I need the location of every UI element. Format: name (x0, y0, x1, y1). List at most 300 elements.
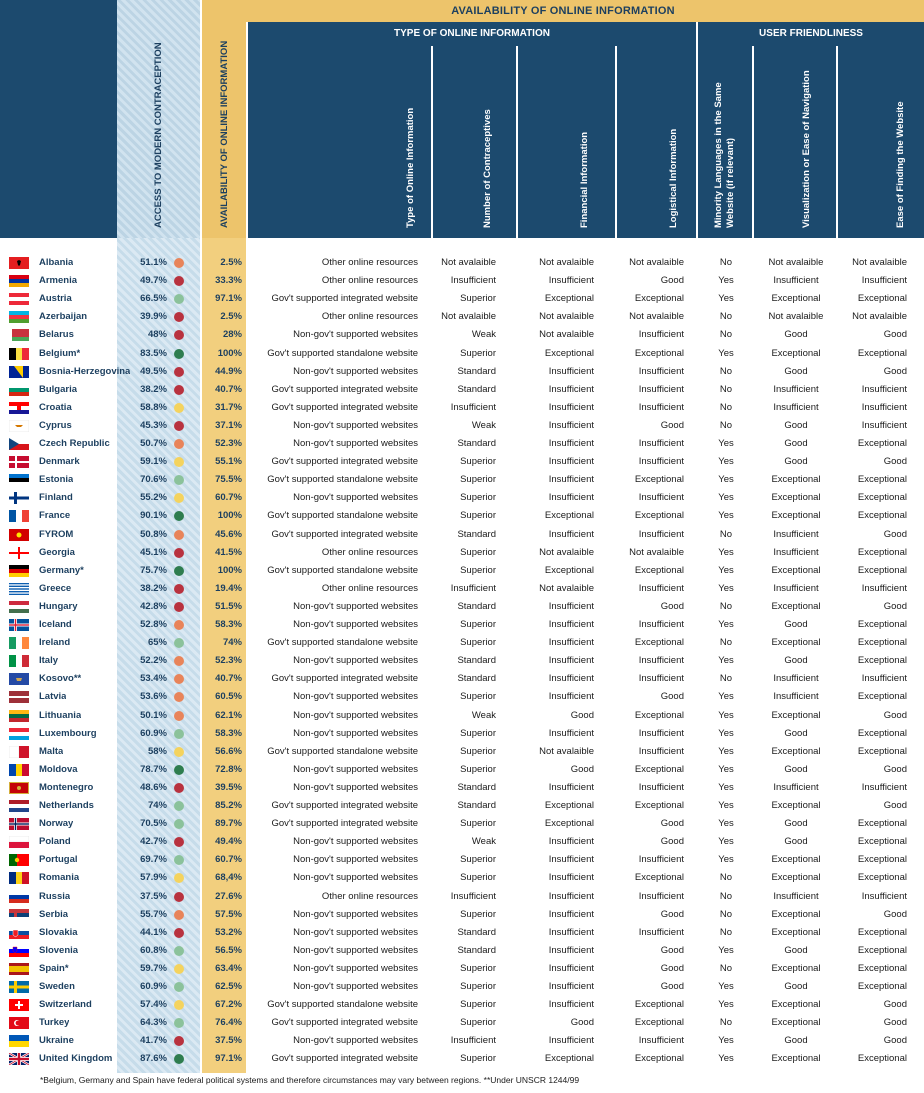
country-name: Armenia (39, 275, 78, 287)
visualization-cell: Exceptional (771, 962, 821, 974)
logistical-info-cell: Insufficient (638, 655, 684, 667)
minority-languages-cell: No (719, 528, 733, 540)
type-of-info-cell: Gov't supported standalone website (267, 510, 418, 522)
logistical-info-cell: Exceptional (634, 1053, 684, 1065)
num-contraceptives-cell: Superior (460, 347, 496, 359)
num-contraceptives-cell: Superior (460, 637, 496, 649)
minority-languages-cell: Yes (718, 492, 734, 504)
logistical-info-cell: Exceptional (634, 347, 684, 359)
col-ease-header (838, 46, 924, 238)
financial-info-cell: Insufficient (548, 401, 594, 413)
visualization-cell: Good (784, 818, 808, 830)
type-of-info-cell: Non-gov't supported websites (293, 781, 418, 793)
col-num-header (433, 46, 516, 238)
gr-flag-icon (9, 583, 29, 595)
header-band-title: AVAILABILITY OF ONLINE INFORMATION (451, 5, 675, 17)
access-value: 42.7% (140, 836, 167, 848)
access-rating-dot (174, 982, 184, 992)
access-value: 50.1% (140, 709, 167, 721)
logistical-info-cell: Not avalaible (629, 257, 684, 268)
country-name: Serbia (39, 908, 69, 920)
num-contraceptives-cell: Superior (460, 456, 496, 468)
visualization-cell: Good (784, 365, 808, 377)
table-row (0, 888, 924, 906)
ease-of-finding-cell: Exceptional (857, 293, 907, 305)
availability-value: 72.8% (215, 763, 242, 775)
md-flag-icon (9, 764, 29, 776)
logistical-info-cell: Good (660, 818, 684, 830)
type-of-info-cell: Gov't supported standalone website (267, 474, 418, 486)
country-name: Spain* (39, 962, 69, 974)
ease-of-finding-cell: Insufficient (861, 582, 907, 594)
table-row (0, 489, 924, 507)
sk-flag-icon (9, 927, 29, 939)
access-rating-dot (174, 566, 184, 576)
minority-languages-cell: No (719, 365, 733, 377)
type-of-info-cell: Non-gov't supported websites (293, 962, 418, 974)
col-type-label: Type of Online Information (405, 107, 416, 228)
ease-of-finding-cell: Good (883, 800, 907, 811)
type-of-info-cell: Other online resources (321, 311, 418, 323)
minority-languages-cell: Yes (718, 564, 734, 576)
availability-value: 27.6% (215, 890, 242, 902)
country-name: Germany* (39, 564, 84, 576)
access-value: 87.6% (140, 1053, 167, 1065)
is-flag-icon (9, 619, 29, 631)
access-value: 57.4% (140, 999, 167, 1011)
table-row (0, 272, 924, 290)
availability-value: 19.4% (215, 582, 242, 594)
type-of-info-cell: Other online resources (321, 890, 418, 902)
table-row (0, 580, 924, 598)
logistical-info-cell: Exceptional (634, 1017, 684, 1029)
logistical-info-cell: Insufficient (638, 582, 684, 594)
table-row (0, 453, 924, 471)
country-name: Netherlands (39, 800, 94, 811)
minority-languages-cell: No (719, 401, 733, 413)
access-value: 74% (147, 800, 167, 811)
table-row (0, 562, 924, 580)
type-of-info-cell: Gov't supported integrated website (271, 456, 418, 468)
ease-of-finding-cell: Good (883, 600, 907, 612)
country-name: Slovenia (39, 944, 79, 956)
visualization-cell: Exceptional (771, 709, 821, 721)
num-contraceptives-cell: Standard (457, 926, 496, 938)
gb-flag-icon (9, 1053, 29, 1065)
type-of-info-cell: Non-gov't supported websites (293, 329, 418, 341)
num-contraceptives-cell: Weak (471, 419, 496, 431)
hu-flag-icon (9, 601, 29, 613)
access-rating-dot (174, 819, 184, 829)
availability-value: 58.3% (215, 619, 242, 630)
access-value: 44.1% (140, 926, 167, 938)
ease-of-finding-cell: Insufficient (861, 275, 907, 287)
pt-flag-icon (9, 854, 29, 866)
minority-languages-cell: Yes (718, 781, 734, 793)
col-min-label-1: Minority Languages in the Same (713, 82, 724, 228)
logistical-info-cell: Exceptional (634, 800, 684, 811)
table-row (0, 526, 924, 544)
type-of-info-cell: Gov't supported integrated website (271, 293, 418, 305)
table-row (0, 869, 924, 887)
logistical-info-cell: Insufficient (638, 619, 684, 630)
visualization-cell: Exceptional (771, 474, 821, 486)
type-of-info-cell: Gov't supported integrated website (271, 401, 418, 413)
num-contraceptives-cell: Superior (460, 474, 496, 486)
table-row (0, 616, 924, 634)
si-flag-icon (9, 945, 29, 957)
num-contraceptives-cell: Superior (460, 619, 496, 630)
country-name: Italy (39, 655, 59, 667)
table-row (0, 435, 924, 453)
financial-info-cell: Good (570, 1017, 594, 1029)
access-value: 41.7% (140, 1035, 167, 1047)
availability-value: 60.5% (215, 691, 242, 703)
num-contraceptives-cell: Insufficient (450, 890, 496, 902)
financial-info-cell: Insufficient (548, 854, 594, 866)
minority-languages-cell: Yes (718, 275, 734, 287)
access-value: 45.1% (140, 546, 167, 558)
country-name: Portugal (39, 854, 78, 866)
type-of-info-cell: Non-gov't supported websites (293, 944, 418, 956)
table-row (0, 942, 924, 960)
country-name: Ireland (39, 637, 71, 649)
country-name: Latvia (39, 691, 67, 703)
visualization-cell: Insufficient (773, 673, 819, 685)
financial-info-cell: Insufficient (548, 691, 594, 703)
table-row (0, 507, 924, 525)
country-name: Turkey (39, 1017, 70, 1029)
type-of-info-cell: Other online resources (321, 275, 418, 287)
visualization-cell: Exceptional (771, 800, 821, 811)
lv-flag-icon (9, 691, 29, 703)
access-value: 59.7% (140, 962, 167, 974)
logistical-info-cell: Insufficient (638, 438, 684, 449)
table-row (0, 779, 924, 797)
country-name: Luxembourg (39, 727, 97, 739)
logistical-info-cell: Insufficient (638, 492, 684, 504)
minority-languages-cell: Yes (718, 800, 734, 811)
country-name: Moldova (39, 763, 78, 775)
availability-value: 57.5% (215, 908, 242, 920)
financial-info-cell: Insufficient (548, 1035, 594, 1047)
table-row (0, 670, 924, 688)
it-flag-icon (9, 655, 29, 667)
ease-of-finding-cell: Exceptional (857, 492, 907, 504)
access-value: 45.3% (140, 419, 167, 431)
table-row (0, 471, 924, 489)
country-name: Belarus (39, 329, 74, 341)
financial-info-cell: Not avalaible (539, 257, 594, 268)
logistical-info-cell: Exceptional (634, 709, 684, 721)
table-row (0, 290, 924, 308)
availability-value: 55.1% (215, 456, 242, 468)
num-contraceptives-cell: Not avalaible (441, 311, 496, 323)
financial-info-cell: Insufficient (548, 981, 594, 992)
num-contraceptives-cell: Superior (460, 872, 496, 884)
financial-info-cell: Exceptional (544, 510, 594, 522)
logistical-info-cell: Insufficient (638, 401, 684, 413)
table-row (0, 851, 924, 869)
country-name: Croatia (39, 401, 72, 413)
minority-languages-cell: Yes (718, 727, 734, 739)
logistical-info-cell: Exceptional (634, 872, 684, 884)
nl-flag-icon (9, 800, 29, 812)
by-flag-icon (9, 329, 29, 341)
ease-of-finding-cell: Exceptional (857, 655, 907, 667)
availability-value: 97.1% (215, 1053, 242, 1065)
financial-info-cell: Good (570, 763, 594, 775)
availability-value: 100% (217, 510, 242, 522)
country-name: Bulgaria (39, 383, 78, 395)
header-access-label: ACCESS TO MODERN CONTRACEPTION (153, 42, 164, 228)
type-of-info-cell: Other online resources (321, 582, 418, 594)
col-fin-header (518, 46, 615, 238)
financial-info-cell: Insufficient (548, 474, 594, 486)
access-value: 50.7% (140, 438, 167, 449)
ease-of-finding-cell: Exceptional (857, 836, 907, 848)
num-contraceptives-cell: Weak (471, 329, 496, 341)
access-value: 49.7% (140, 275, 167, 287)
mt-flag-icon (9, 746, 29, 758)
rs-flag-icon (9, 909, 29, 921)
group-type-header: TYPE OF ONLINE INFORMATION (248, 22, 696, 46)
country-name: Austria (39, 293, 72, 305)
num-contraceptives-cell: Superior (460, 1053, 496, 1065)
access-rating-dot (174, 511, 184, 521)
num-contraceptives-cell: Superior (460, 691, 496, 703)
type-of-info-cell: Non-gov't supported websites (293, 655, 418, 667)
access-value: 75.7% (140, 564, 167, 576)
footnote: *Belgium, Germany and Spain have federal political systems and therefore circumstances may vary between regions. **Under UNSCR 1244/99 (40, 1075, 580, 1085)
group-user-header: USER FRIENDLINESS (698, 22, 924, 46)
availability-value: 76.4% (215, 1017, 242, 1029)
am-flag-icon (9, 275, 29, 287)
visualization-cell: Good (784, 981, 808, 992)
ease-of-finding-cell: Good (883, 365, 907, 377)
minority-languages-cell: No (719, 637, 733, 649)
minority-languages-cell: No (719, 673, 733, 685)
access-rating-dot (174, 892, 184, 902)
visualization-cell: Good (784, 1035, 808, 1047)
availability-value: 62.1% (215, 709, 242, 721)
availability-value: 100% (217, 564, 242, 576)
logistical-info-cell: Insufficient (638, 528, 684, 540)
availability-value: 58.3% (215, 727, 242, 739)
availability-value: 63.4% (215, 962, 242, 974)
country-name: Greece (39, 582, 72, 594)
logistical-info-cell: Good (660, 275, 684, 287)
table-row (0, 833, 924, 851)
ease-of-finding-cell: Exceptional (857, 818, 907, 830)
num-contraceptives-cell: Weak (471, 836, 496, 848)
availability-value: 89.7% (215, 818, 242, 830)
num-contraceptives-cell: Standard (457, 528, 496, 540)
header-country-block (0, 0, 117, 238)
country-name: Norway (39, 818, 74, 830)
xk-flag-icon (9, 673, 29, 685)
table-row (0, 345, 924, 363)
financial-info-cell: Not avalaible (539, 745, 594, 757)
type-of-info-cell: Gov't supported integrated website (271, 1053, 418, 1065)
ease-of-finding-cell: Insufficient (861, 401, 907, 413)
minority-languages-cell: Yes (718, 709, 734, 721)
col-num-label: Number of Contraceptives (482, 109, 493, 228)
minority-languages-cell: Yes (718, 546, 734, 558)
visualization-cell: Good (784, 419, 808, 431)
visualization-cell: Exceptional (771, 564, 821, 576)
num-contraceptives-cell: Standard (457, 800, 496, 811)
access-value: 57.9% (140, 872, 167, 884)
access-rating-dot (174, 584, 184, 594)
type-of-info-cell: Gov't supported integrated website (271, 1017, 418, 1029)
logistical-info-cell: Not avalaible (629, 546, 684, 558)
type-of-info-cell: Non-gov't supported websites (293, 908, 418, 920)
num-contraceptives-cell: Superior (460, 546, 496, 558)
country-name: Montenegro (39, 781, 94, 793)
table-row (0, 634, 924, 652)
col-min-header (698, 46, 752, 238)
logistical-info-cell: Good (660, 419, 684, 431)
country-name: Sweden (39, 981, 75, 992)
ease-of-finding-cell: Exceptional (857, 564, 907, 576)
num-contraceptives-cell: Standard (457, 383, 496, 395)
minority-languages-cell: Yes (718, 456, 734, 468)
country-name: Switzerland (39, 999, 92, 1011)
availability-value: 56.6% (215, 745, 242, 757)
ease-of-finding-cell: Exceptional (857, 944, 907, 956)
visualization-cell: Exceptional (771, 510, 821, 522)
access-rating-dot (174, 548, 184, 558)
ease-of-finding-cell: Good (883, 1017, 907, 1029)
visualization-cell: Insufficient (773, 275, 819, 287)
minority-languages-cell: No (719, 872, 733, 884)
de-flag-icon (9, 565, 29, 577)
financial-info-cell: Insufficient (548, 926, 594, 938)
num-contraceptives-cell: Superior (460, 962, 496, 974)
availability-value: 60.7% (215, 854, 242, 866)
minority-languages-cell: Yes (718, 1053, 734, 1065)
visualization-cell: Exceptional (771, 600, 821, 612)
visualization-cell: Insufficient (773, 528, 819, 540)
ease-of-finding-cell: Exceptional (857, 438, 907, 449)
type-of-info-cell: Non-gov't supported websites (293, 438, 418, 449)
access-rating-dot (174, 367, 184, 377)
num-contraceptives-cell: Standard (457, 365, 496, 377)
visualization-cell: Exceptional (771, 745, 821, 757)
access-rating-dot (174, 656, 184, 666)
access-rating-dot (174, 330, 184, 340)
access-value: 69.7% (140, 854, 167, 866)
logistical-info-cell: Insufficient (638, 890, 684, 902)
access-rating-dot (174, 910, 184, 920)
country-name: Albania (39, 257, 74, 268)
fr-flag-icon (9, 510, 29, 522)
num-contraceptives-cell: Insufficient (450, 275, 496, 287)
table-row (0, 960, 924, 978)
ease-of-finding-cell: Insufficient (861, 890, 907, 902)
ease-of-finding-cell: Exceptional (857, 962, 907, 974)
access-value: 55.7% (140, 908, 167, 920)
tr-flag-icon (9, 1017, 29, 1029)
access-value: 70.5% (140, 818, 167, 830)
type-of-info-cell: Non-gov't supported websites (293, 492, 418, 504)
table-row (0, 363, 924, 381)
access-value: 60.9% (140, 981, 167, 992)
ro-flag-icon (9, 872, 29, 884)
minority-languages-cell: No (719, 329, 733, 341)
access-rating-dot (174, 385, 184, 395)
num-contraceptives-cell: Standard (457, 944, 496, 956)
logistical-info-cell: Insufficient (638, 329, 684, 341)
availability-value: 51.5% (215, 600, 242, 612)
financial-info-cell: Not avalaible (539, 329, 594, 341)
financial-info-cell: Insufficient (548, 492, 594, 504)
minority-languages-cell: Yes (718, 474, 734, 486)
table-row (0, 761, 924, 779)
visualization-cell: Insufficient (773, 546, 819, 558)
access-rating-dot (174, 638, 184, 648)
minority-languages-cell: No (719, 600, 733, 612)
ease-of-finding-cell: Insufficient (861, 673, 907, 685)
country-name: Kosovo** (39, 673, 82, 685)
header-access-column (117, 0, 200, 238)
table-row (0, 707, 924, 725)
num-contraceptives-cell: Superior (460, 1017, 496, 1029)
minority-languages-cell: No (719, 257, 733, 268)
access-rating-dot (174, 475, 184, 485)
financial-info-cell: Good (570, 709, 594, 721)
financial-info-cell: Not avalaible (539, 546, 594, 558)
logistical-info-cell: Insufficient (638, 727, 684, 739)
minority-languages-cell: No (719, 890, 733, 902)
visualization-cell: Good (784, 619, 808, 630)
visualization-cell: Not avalaible (768, 311, 824, 323)
ease-of-finding-cell: Exceptional (857, 510, 907, 522)
access-value: 58% (147, 745, 167, 757)
minority-languages-cell: Yes (718, 510, 734, 522)
col-vis-label: Visualization or Ease of Navigation (801, 70, 812, 228)
access-rating-dot (174, 276, 184, 286)
access-value: 52.8% (140, 619, 167, 630)
at-flag-icon (9, 293, 29, 305)
logistical-info-cell: Insufficient (638, 673, 684, 685)
type-of-info-cell: Other online resources (321, 257, 418, 268)
table-row (0, 815, 924, 833)
logistical-info-cell: Insufficient (638, 926, 684, 938)
ease-of-finding-cell: Exceptional (857, 872, 907, 884)
num-contraceptives-cell: Insufficient (450, 582, 496, 594)
financial-info-cell: Insufficient (548, 528, 594, 540)
type-of-info-cell: Non-gov't supported websites (293, 1035, 418, 1047)
access-rating-dot (174, 964, 184, 974)
lu-flag-icon (9, 728, 29, 740)
availability-value: 67.2% (215, 999, 242, 1011)
table-row (0, 1032, 924, 1050)
visualization-cell: Insufficient (773, 401, 819, 413)
logistical-info-cell: Exceptional (634, 564, 684, 576)
financial-info-cell: Insufficient (548, 673, 594, 685)
dk-flag-icon (9, 456, 29, 468)
visualization-cell: Exceptional (771, 999, 821, 1011)
country-name: Lithuania (39, 709, 82, 721)
access-rating-dot (174, 692, 184, 702)
availability-value: 97.1% (215, 293, 242, 305)
type-of-info-cell: Gov't supported integrated website (271, 818, 418, 830)
minority-languages-cell: No (719, 311, 733, 323)
access-value: 90.1% (140, 510, 167, 522)
table-row (0, 797, 924, 815)
